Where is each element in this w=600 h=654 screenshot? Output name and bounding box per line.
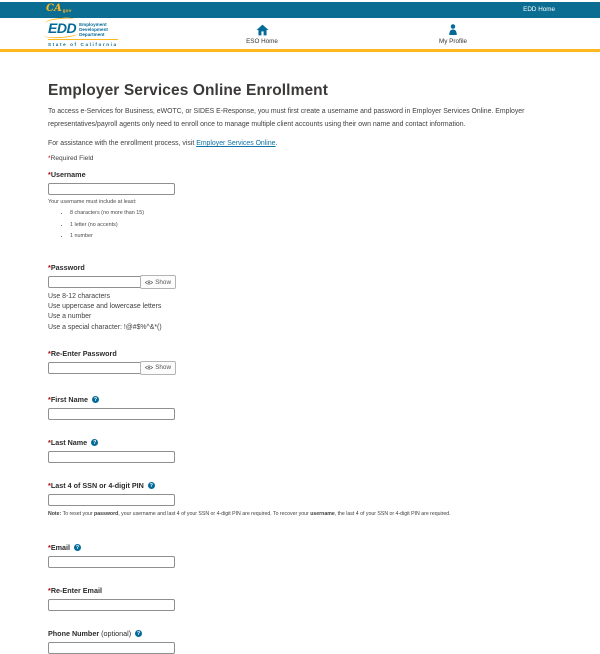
last-name-label: *Last Name ? (48, 437, 97, 447)
eye-icon (145, 280, 153, 285)
state-topbar (0, 2, 600, 18)
required-asterisk: * (48, 263, 51, 272)
required-field-legend: *Required Field (48, 155, 94, 162)
username-label: *Username (48, 170, 86, 179)
edd-home-link[interactable]: EDD Home (523, 6, 555, 13)
username-hint: • 1 letter (no accents) (70, 222, 560, 228)
edd-logo-acronym: EDD (48, 20, 77, 36)
username-hint: • 8 characters (no more than 15) (70, 210, 560, 216)
first-name-field-group (48, 395, 560, 420)
username-hint-title: Your username must include at least: (48, 199, 137, 205)
help-icon[interactable]: ? (149, 482, 153, 489)
required-asterisk: * (48, 155, 51, 162)
assistance-line: For assistance with the enrollment process, visit Employer Services Online. (48, 140, 278, 147)
show-password-button[interactable]: Show (140, 275, 176, 289)
required-asterisk: * (48, 394, 51, 404)
email-input[interactable] (48, 556, 175, 568)
required-asterisk: * (48, 542, 51, 552)
ca-gov-logo[interactable] (46, 3, 72, 14)
edd-logo-department-name: Employment Development Department (79, 22, 108, 37)
help-icon[interactable]: ? (93, 396, 98, 403)
username-hint: • 1 number (70, 233, 560, 239)
nav-eso-home-label: ESO Home (246, 38, 278, 45)
phone-field-group (48, 629, 560, 654)
password-rule: Use uppercase and lowercase letters (48, 303, 162, 311)
page-title: Employer Services Online Enrollment (48, 82, 329, 99)
ca-gov-suffix: gov (62, 8, 72, 13)
email-label: *Email ? (48, 542, 80, 552)
reenter-email-label: *Re-Enter Email (48, 585, 102, 595)
person-icon (448, 24, 458, 36)
reenter-password-field-group (48, 349, 560, 374)
show-reenter-password-button[interactable]: Show (140, 361, 176, 375)
password-rule: Use a number (48, 313, 92, 321)
intro-paragraph: To access e-Services for Business, eWOTC, or SIDES E-Response, you must first create a username and password in Employer Services Online. Employer representatives/payroll agents only need to enroll once to manage multiple client accounts using their own name and contact information. (48, 108, 525, 128)
password-rule: Use 8-12 characters (48, 293, 111, 300)
edd-logo[interactable] (48, 21, 118, 47)
ca-gov-script: CA (46, 3, 62, 14)
last-name-input[interactable] (48, 451, 175, 463)
password-label: *Password (48, 263, 85, 272)
nav-eso-home[interactable] (227, 24, 297, 45)
eye-icon (145, 365, 153, 370)
username-hint-list (70, 210, 560, 239)
home-icon (256, 24, 269, 36)
required-asterisk: * (48, 480, 51, 490)
phone-input[interactable] (48, 642, 175, 654)
employer-services-online-link[interactable]: Employer Services Online (196, 140, 276, 147)
ssn-pin-label: *Last 4 of SSN or 4-digit PIN ? (48, 480, 153, 490)
optional-tag: (optional) (101, 628, 132, 638)
ssn-pin-note: Note: To reset your password, your username and last 4 of your SSN or 4-digit PIN are required. To recover your username, the last 4 of your SSN or 4-digit PIN are required. (48, 510, 451, 517)
username-input[interactable] (48, 183, 175, 195)
username-field-group (48, 170, 560, 239)
required-asterisk: * (48, 170, 51, 179)
help-icon[interactable]: ? (137, 630, 141, 637)
first-name-input[interactable] (48, 408, 175, 420)
required-asterisk: * (48, 348, 51, 358)
enrollment-form (0, 82, 600, 654)
nav-my-profile[interactable] (418, 24, 488, 45)
ssn-pin-field-group (48, 481, 560, 517)
first-name-label: *First Name ? (48, 394, 98, 404)
required-asterisk: * (48, 437, 51, 447)
required-asterisk: * (48, 585, 51, 595)
ssn-pin-input[interactable] (48, 494, 175, 506)
phone-label: Phone Number (optional) ? (48, 628, 141, 638)
help-icon[interactable]: ? (93, 439, 97, 446)
site-header (0, 18, 600, 52)
nav-my-profile-label: My Profile (439, 38, 467, 45)
reenter-password-label: *Re-Enter Password (48, 348, 117, 358)
password-rules (48, 292, 560, 333)
reenter-email-input[interactable] (48, 599, 175, 611)
last-name-field-group (48, 438, 560, 463)
help-icon[interactable]: ? (75, 544, 80, 551)
edd-logo-tagline: State of California (48, 39, 118, 47)
password-rule: Use a special character: !@#$%^&*() (48, 323, 162, 331)
email-field-group (48, 543, 560, 568)
password-field-group (48, 263, 560, 333)
reenter-email-field-group (48, 586, 560, 611)
